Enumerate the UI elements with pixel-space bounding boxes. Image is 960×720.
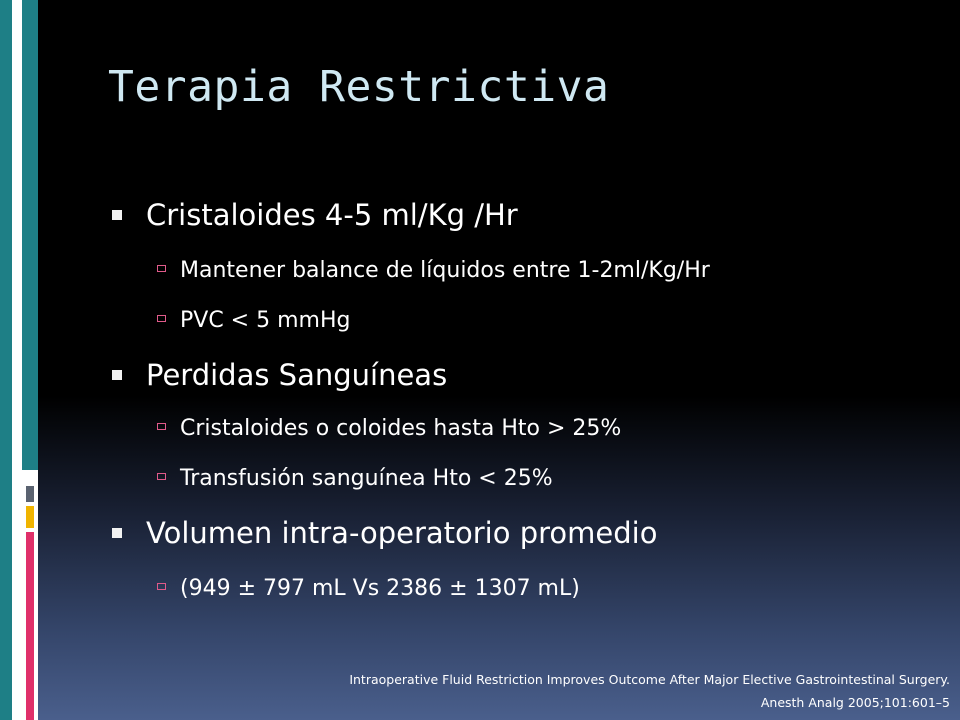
bullet-text: Perdidas Sanguíneas [146, 358, 448, 392]
bullet-text: Cristaloides 4-5 ml/Kg /Hr [146, 198, 518, 232]
bullet-perdidas [112, 358, 447, 392]
left-decorative-band [0, 0, 38, 720]
stripe-teal-bottom [0, 470, 12, 720]
sub-bullet-text: Mantener balance de líquidos entre 1-2ml/Kg/Hr [180, 258, 710, 283]
stripe-teal-top [0, 0, 12, 470]
sub-bullet-icon [157, 583, 166, 590]
sub-bullet-icon [157, 315, 166, 322]
sub-bullet-text: Transfusión sanguínea Hto < 25% [180, 466, 553, 491]
sub-bullet-icon [157, 265, 166, 272]
square-bullet-icon [112, 528, 122, 538]
stripe-gold [26, 506, 34, 528]
stripe-white-gap [12, 0, 22, 470]
bullet-volumen [112, 516, 657, 550]
sub-bullet-text: Cristaloides o coloides hasta Hto > 25% [180, 416, 622, 441]
sub-bullet-text: PVC < 5 mmHg [180, 308, 351, 333]
stripe-pink [26, 532, 34, 720]
citation-line-2: Anesth Analg 2005;101:601–5 [760, 695, 950, 710]
bullet-cristaloides [112, 198, 518, 232]
sub-bullet-icon [157, 423, 166, 430]
citation-line-1: Intraoperative Fluid Restriction Improves Outcome After Major Elective Gastrointestinal Surgery. [349, 672, 950, 687]
square-bullet-icon [112, 210, 122, 220]
sub-bullet-icon [157, 473, 166, 480]
bullet-text: Volumen intra-operatorio promedio [146, 516, 658, 550]
sub-bullet-volumes [157, 576, 580, 601]
sub-bullet-text: (949 ± 797 mL Vs 2386 ± 1307 mL) [180, 576, 580, 601]
square-bullet-icon [112, 370, 122, 380]
sub-bullet-transfusion [157, 466, 553, 491]
stripe-teal-inner [22, 0, 38, 470]
sub-bullet-pvc [157, 308, 350, 333]
sub-bullet-balance [157, 258, 710, 283]
sub-bullet-cristaloides-coloides [157, 416, 621, 441]
slide-title: Terapia Restrictiva [108, 62, 610, 112]
stripe-gray [26, 486, 34, 502]
